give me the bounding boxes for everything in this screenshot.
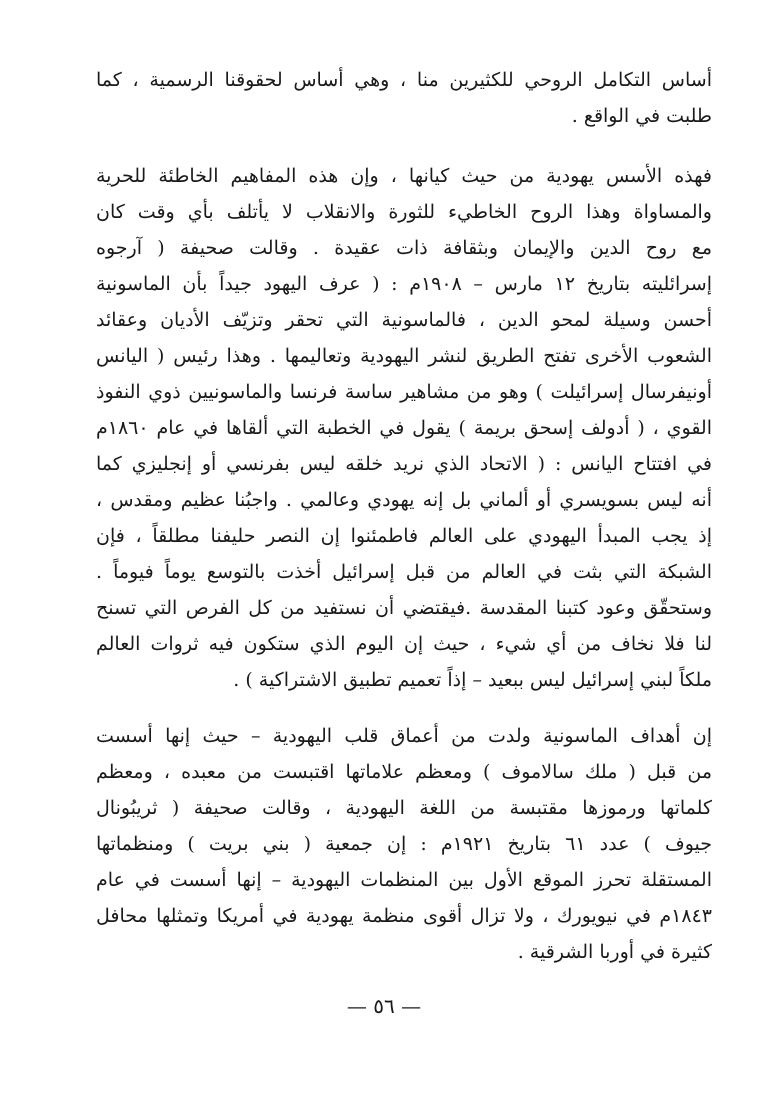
paragraph-2 (96, 158, 712, 698)
text-line: أساس التكامل الروحي للكثيرين منا ، وهي أساس لحقوقنا الرسمية ، كما (96, 69, 712, 91)
text-line: ١٨٤٣م في نيويورك ، ولا تزال أقوى منظمة يهودية في أمريكا وتمثلها محافل (96, 905, 712, 927)
page-number: — ٥٦ — (346, 994, 422, 1018)
text-line: كلماتها ورموزها مقتبسة من اللغة اليهودية ، وقالت صحيفة ( ثريبُونال (96, 797, 712, 819)
text-line: لنا فلا نخاف من أي شيء ، حيث إن اليوم الذي ستكون فيه ثروات العالم (96, 633, 712, 655)
text-line: من قبل ( ملك سالاموف ) ومعظم علاماتها اقتبست من معبده ، ومعظم (96, 761, 712, 783)
text-line: المستقلة تحرز الموقع الأول بين المنظمات اليهودية – إنها أسست في عام (96, 869, 712, 891)
text-line: في افتتاح اليانس : ( الاتحاد الذي نريد خلقه ليس بفرنسي أو إنجليزي كما (96, 453, 712, 475)
text-line: طلبت في الواقع . (571, 105, 712, 127)
text-line: أنه ليس بسويسري أو ألماني بل إنه يهودي وعالمي . واجبُنا عظيم ومقدس ، (96, 489, 712, 511)
text-line: إذ يجب المبدأ اليهودي على العالم فاطمئنوا إن النصر حليفنا مطلقاً ، فإن (96, 525, 712, 547)
paragraph-3 (96, 718, 712, 970)
text-line: أونيفرسال إسرائيلت ) وهو من مشاهير ساسة فرنسا والماسونيين ذوي النفوذ (96, 381, 712, 403)
paragraph-1 (96, 62, 712, 134)
text-line: أحسن وسيلة لمحو الدين ، فالماسونية التي تحقر وتزيّف الأديان وعقائد (96, 309, 712, 331)
text-line: الشعوب الأخرى تفتح الطريق لنشر اليهودية وتعاليمها . وهذا رئيس ( اليانس (96, 345, 712, 367)
text-line: جيوف ) عدد ٦١ بتاريخ ١٩٢١م : إن جمعية ( بني بريت ) ومنظماتها (96, 833, 712, 855)
text-line: كثيرة في أوربا الشرقية . (517, 941, 712, 963)
document-page (96, 62, 712, 970)
text-line: فهذه الأسس يهودية من حيث كيانها ، وإن هذه المفاهيم الخاطئة للحرية (96, 165, 712, 187)
text-line: ملكاً لبني إسرائيل ليس ببعيد – إذاً تعميم تطبيق الاشتراكية ) . (233, 669, 712, 691)
text-line: والمساواة وهذا الروح الخاطيء للثورة والانقلاب لا يأتلف بأي وقت كان (96, 201, 712, 223)
text-line: الشبكة التي بثت في العالم من قبل إسرائيل أخذت بالتوسع يوماً فيوماً . (96, 561, 712, 583)
text-line: مع روح الدين والإيمان وبثقافة ذات عقيدة . وقالت صحيفة ( آرجوه (96, 237, 712, 259)
text-line: القوي ، ( أدولف إسحق بريمة ) يقول في الخطبة التي ألقاها في عام ١٨٦٠م (96, 417, 712, 439)
text-line: إن أهداف الماسونية ولدت من أعماق قلب اليهودية – حيث إنها أسست (96, 725, 712, 747)
text-line: إسرائليته بتاريخ ١٢ مارس – ١٩٠٨م : ( عرف اليهود جيداً بأن الماسونية (96, 273, 712, 295)
text-line: وستحقّق وعود كتبنا المقدسة .فيقتضي أن نستفيد من كل الفرص التي تسنح (96, 597, 712, 619)
